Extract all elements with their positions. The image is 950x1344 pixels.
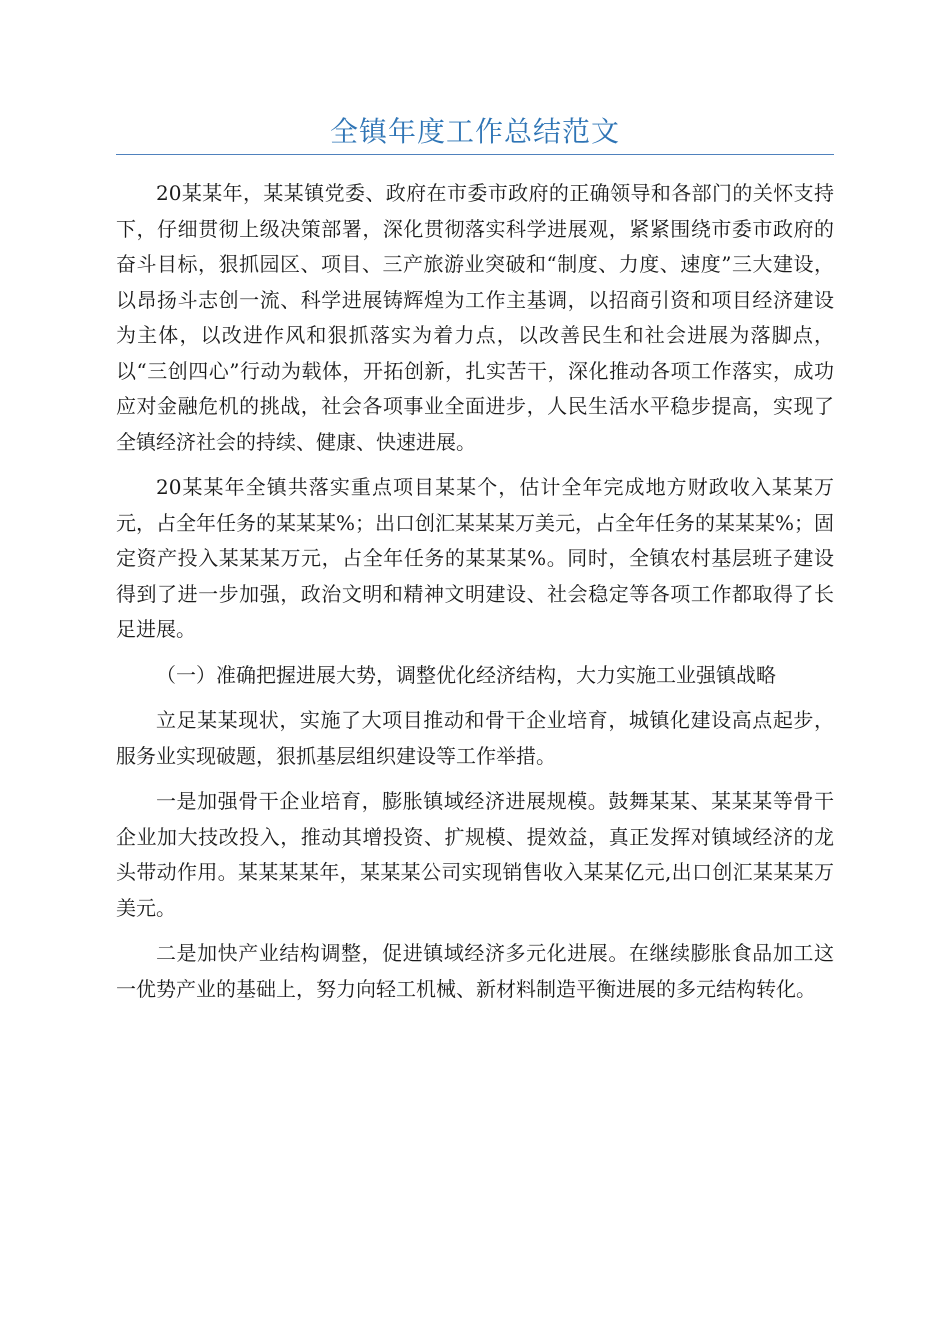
title-underline [116,154,834,155]
paragraph-measures: 立足某某现状，实施了大项目推动和骨干企业培育，城镇化建设高点起步，服务业实现破题，狠抓基层组织建设等工作举措。 [116,708,834,768]
paragraph-statistics: 20某某年全镇共落实重点项目某某个，估计全年完成地方财政收入某某万元，占全年任务的某某某%；出口创汇某某某万美元，占全年任务的某某某%；固定资产投入某某某万元，占全年任务的某某某%。同时，全镇农村基层班子建设得到了进一步加强，政治文明和精神文明建设、社会稳定等各项工作都取得了长足进展。 [116,475,835,641]
document-title: 全镇年度工作总结范文 [329,115,620,148]
paragraph-point-one: 一是加强骨干企业培育，膨胀镇域经济进展规模。鼓舞某某、某某某等骨干企业加大技改投入，推动其增投资、扩规模、提效益，真正发挥对镇域经济的龙头带动作用。某某某某年，某某某公司实现销售收入某某亿元,出口创汇某某某万美元。 [116,789,834,920]
section-heading-1: （一）准确把握进展大势，调整优化经济结构，大力实施工业强镇战略 [156,662,776,687]
paragraph-overview: 20某某年，某某镇党委、政府在市委市政府的正确领导和各部门的关怀支持下，仔细贯彻上级决策部署，深化贯彻落实科学进展观，紧紧围绕市委市政府的奋斗目标，狠抓园区、项目、三产旅游业突破和“制度、力度、速度”三大建设，以昂扬斗志创一流、科学进展铸辉煌为工作主基调，以招商引资和项目经济建设为主体，以改进作风和狠抓落实为着力点，以改善民生和社会进展为落脚点，以“三创四心”行动为载体，开拓创新，扎实苦干，深化推动各项工作落实，成功应对金融危机的挑战，社会各项事业全面进步，人民生活水平稳步提高，实现了全镇经济社会的持续、健康、快速进展。 [116,181,834,454]
paragraph-point-two: 二是加快产业结构调整，促进镇域经济多元化进展。在继续膨胀食品加工这一优势产业的基础上，努力向轻工机械、新材料制造平衡进展的多元结构转化。 [116,941,834,1001]
document-body [116,176,834,1017]
